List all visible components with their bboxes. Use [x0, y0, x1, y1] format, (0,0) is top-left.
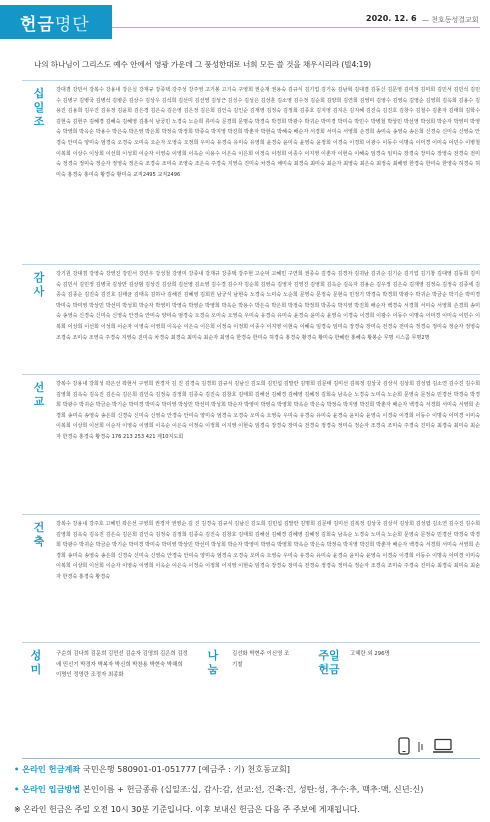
sharing-names: 김선화 박현주 이신영 조기철 — [232, 651, 290, 668]
page-header — [0, 0, 490, 46]
mission-names: 강복수 강용내 강희성 곽은선 곽현서 구영희 권경자 김 진 김경숙 김경희 김규식 김남신 김도희 김민섭 김말란 김명희 김문태 김미선 김복정 김상국 김상식 김상희 김성엽 김소연 김수진 김수희 김영희 김옥숙 김옥진 김은숙 김은희 김인숙 김정숙 김정희 김종숙 김진숙 김창호 김태희 김해선 김혜경 김혜영 김혜정 김희숙 남옥순 노경숙 노미숙 노순희 문영숙 문정숙 민경선 박경숙 박경희 박광수 박귀순 박금순 박기순 박미경 박미숙 박미영 박상민 박선미 박성희 박순자 박영미 박영숙 박영희 박옥순 박은숙 박정숙 박지영 박진희 박춘자 배순자 백경숙 서경희 서미숙 서영희 손경희 송미숙 송영숙 송은희 신경숙 신미숙 신영숙 안경숙 안미숙 양미숙 엄경숙 오경숙 오미숙 오영숙 우미숙 유경숙 유미숙 윤경숙 윤미숙 윤영숙 이경숙 이경희 이동수 이명숙 이미경 이미숙 이복희 이상희 이선희 이순자 이영숙 이영희 이옥순 이은숙 이정숙 이정희 이지영 이현숙 임경숙 장경숙 장미숙 전경숙 정경숙 정미숙 정순자 조경숙 조미숙 주경숙 진미숙 최경숙 최미숙 최순자 한경숙 홍경숙 황경숙 176 213 253 421 제10지도회 — [56, 381, 480, 440]
title-light: 명단 — [54, 14, 90, 35]
section-label-sharing: 나 눔 — [207, 649, 219, 676]
building-names: 강복수 강용내 강주호 고혜민 곽은선 구영희 권경자 권영순 김 진 김경숙 김규식 김남신 김도희 김민섭 김말란 김명희 김문태 김미선 김복정 김상국 김상식 김상희 김성엽 김소연 김수진 김수희 김영희 김옥숙 김옥진 김은숙 김은희 김인숙 김정숙 김정희 김종숙 김진숙 김창호 김태희 김해선 김혜경 김혜영 김혜정 김희숙 남옥순 노경숙 노미숙 노순희 문영숙 문정숙 민경선 박경숙 박경희 박광수 박귀순 박금순 박기순 박미경 박미숙 박미영 박상민 박선미 박성희 박순자 박영미 박영숙 박영희 박옥순 박은숙 박정숙 박지영 박진희 박춘자 배순자 백경숙 서경희 서미숙 서영희 손경희 송미숙 송영숙 송은희 신경숙 신미숙 신영숙 안경숙 안미숙 양미숙 엄경숙 오경숙 오미숙 오영숙 우미숙 유경숙 유미숙 윤경숙 윤미숙 윤영숙 이경숙 이경희 이동수 이명숙 이미경 이미숙 이복희 이상희 이선희 이순자 이영숙 이영희 이옥순 이은숙 이정숙 이정희 이지영 이현숙 임경숙 장경숙 장미숙 전경숙 정경숙 정미숙 정순자 조경숙 조미숙 주경숙 진미숙 최경숙 최미숙 최순자 한경숙 홍경숙 황경숙 — [56, 521, 480, 580]
header-divider — [112, 27, 480, 28]
section-label-mission: 선 교 — [33, 381, 45, 408]
church-name: — 천호동성결교회 — [422, 16, 479, 24]
online-offering-note: ※ 온라인 헌금은 주일 오전 10시 30분 기준입니다. 이후 보내신 헌금은 다음 주 주보에 게재됩니다. — [14, 805, 360, 814]
footer-divider — [22, 758, 480, 759]
online-account-label: • 온라인 헌금계좌 — [14, 764, 81, 774]
section-label-sunday: 주일 헌금 — [318, 649, 340, 676]
section-small-offerings — [22, 642, 480, 728]
device-icons — [398, 737, 454, 759]
scripture-verse: 나의 하나님이 그리스도 예수 안에서 영광 가운데 그 풍성한대로 너희 모든 쓸 것을 채우시리라 (빌4:19) — [34, 60, 371, 69]
online-account-value: 국민은행 580901-01-051777 [예금주 : 기) 천호동교회] — [82, 764, 290, 774]
section-mission — [22, 374, 480, 514]
section-label-relief: 성 미 — [30, 649, 42, 676]
vibration-lines-icon — [418, 739, 424, 758]
online-method-value: 본인이름 + 헌금종류 (십일조:십, 감사:감, 선교:선, 건축:건, 성탄:성, 추수:추, 맥추:맥, 신년:신) — [82, 784, 424, 794]
laptop-icon — [432, 738, 454, 758]
section-thanks — [22, 264, 480, 374]
online-method-line — [14, 784, 423, 795]
relief-names: 구순희 김나희 김문희 김민선 김순자 김영희 김은희 김정애 민신기 박경자 박복자 박신희 박찬용 박현숙 박해희 이명인 정영란 조정자 최종화 — [56, 651, 188, 679]
smartphone-icon — [398, 737, 410, 759]
section-label-thanks: 감 사 — [33, 271, 45, 298]
section-tithe — [22, 80, 480, 264]
sunday-names: 고혜란 외 296명 — [350, 651, 390, 657]
tithe-names: 강대겸 강민서 강복수 강용내 강은실 강재규 강종택 강주성 강주영 고기봉 고기숙 구영희 권순재 권용숙 김규식 김기업 김기웅 김남혁 김대겸 김동신 김문영 김미정 김미희 김민서 김민석 김민수 김병구 김병국 김병석 김병준 김상수 김상우 김석희 김선미 김선영 김성근 김성수 김성은 김성훈 김소영 김수정 김순희 김양희 김연희 김영미 김영수 김영숙 김영순 김영희 김옥희 김용수 김용진 김용희 김우진 김유정 김윤희 김은경 김은숙 김은영 김은정 김은희 김인숙 김인순 김재영 김정숙 김정희 김종호 김지영 김지은 김지혜 김진숙 김진호 김창수 김철수 김춘자 김태희 김학수 김현숙 김현주 김혜경 김혜숙 김혜영 김홍식 남궁민 노경숙 노순희 류미숙 문경희 문명숙 박경숙 박경희 박광수 박귀순 박미경 박미숙 박민수 박병철 박상민 박선영 박성희 박순자 박영미 박영숙 박영희 박옥순 박용수 박은숙 박은영 박은희 박정숙 박정희 박종숙 박지영 박진희 박춘자 박현숙 박혜숙 배순자 서경희 서미숙 서영희 손경희 송미숙 송영숙 송은희 신경숙 신미숙 신영숙 안경숙 안미숙 양미숙 엄경숙 오경숙 오미숙 오순자 오영숙 오정희 우미숙 유경숙 유미숙 유영희 윤경숙 윤미숙 윤영숙 윤정희 이경숙 이경희 이광수 이동수 이명숙 이미경 이미숙 이민수 이병철 이복희 이상수 이상희 이선희 이성희 이순자 이영숙 이영희 이옥순 이용수 이은숙 이은희 이정숙 이정희 이종수 이지영 이춘자 이현숙 이혜숙 임경숙 임미숙 장경숙 장미숙 장영숙 전경숙 전미숙 정경숙 정미숙 정순자 정영숙 정은숙 조경숙 조미숙 조영숙 조은숙 주경숙 지영숙 진미숙 차경숙 채미숙 최경숙 최미숙 최순자 최영숙 최은숙 최정숙 최해영 한경숙 한미숙 한영숙 허경숙 허미숙 홍경숙 홍미숙 황경숙 황미숙 교직2495 교직2496 — [56, 87, 480, 178]
online-method-label: • 온라인 입금방법 — [14, 784, 81, 794]
thanks-names: 강기원 강대겸 강영숙 강영진 강민서 강민우 강성철 강영미 강종내 강재규 강종택 강주현 고순덕 고혜민 구연희 권종숙 김경숙 김경자 김귀남 김귀순 김기순 김기업 김기창 김대영 김동희 김미숙 김민서 김민정 김병국 김상만 김상범 김상진 김상희 김선영 김소영 김수경 김수자 김순희 김영숙 김영자 김영진 김영희 김옥순 김옥자 김용순 김우정 김은숙 김재영 김정숙 김정숙 김종세 김종숙 김종순 김진숙 김진호 김태균 김태옥 김하나 김해진 김혜영 김희원 남궁식 남현숙 노경숙 노미숙 노순희 문영숙 문정숙 문현숙 민정기 박경숙 박경희 박광수 박귀순 박금순 박기순 박미경 박미숙 박미영 박상민 박선미 박성희 박순자 박영미 박영숙 박영순 박영희 박옥순 박용수 박은숙 박은희 박정숙 박정희 박종숙 박지영 박진희 배순자 백경숙 서경희 서미숙 서영희 손경희 송미숙 송영숙 신경숙 신미숙 신영숙 안경숙 안미숙 양미숙 엄경숙 오경숙 오미숙 오영숙 우미숙 유경숙 유미숙 윤경숙 윤미숙 윤영숙 이경숙 이경희 이광수 이동수 이명숙 이미경 이미숙 이민수 이복희 이상희 이선희 이성희 이순자 이영숙 이영희 이옥순 이은숙 이은희 이정숙 이정희 이종수 이지영 이현숙 이혜숙 임경숙 임미숙 장경숙 장미숙 전경숙 전미숙 정경숙 정미숙 정순자 정영숙 조경숙 조미숙 조영숙 주경숙 지영숙 진미숙 차경숙 최경숙 최미숙 최순자 최영숙 한경숙 한미숙 허경숙 홍경숙 황경숙 황미숙 한혜란 홍혜숙 황봉순 무명 시스콤 무명2명 — [56, 271, 480, 341]
title-strong: 헌금 — [20, 14, 55, 35]
bulletin-date: 2020. 12. 6 — [366, 14, 417, 23]
page-title — [0, 5, 112, 39]
section-label-building: 건 축 — [33, 521, 45, 548]
section-building — [22, 514, 480, 642]
online-account-line — [14, 764, 290, 775]
section-label-tithe: 십 일 조 — [33, 87, 45, 128]
